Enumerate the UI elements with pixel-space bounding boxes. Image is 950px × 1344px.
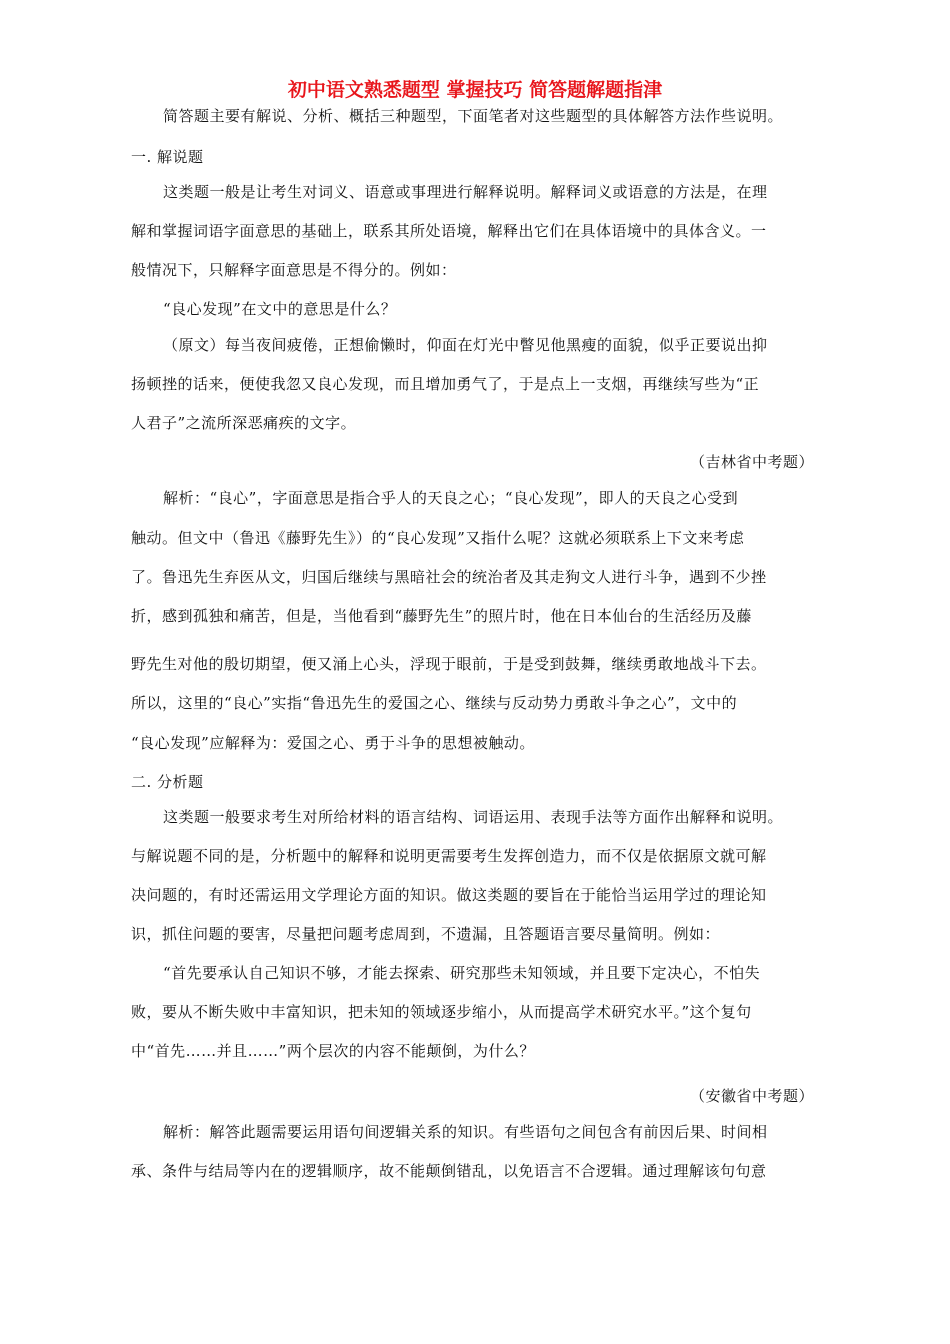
quote-line: （原文）每当夜间疲倦，正想偷懒时，仰面在灯光中瞥见他黑瘦的面貌，似乎正要说出抑 bbox=[163, 336, 768, 354]
analysis-line: 解析：解答此题需要运用语句间逻辑关系的知识。有些语句之间包含有前因后果、时间相 bbox=[163, 1123, 768, 1141]
analysis-line: “良心发现”应解释为：爱国之心、勇于斗争的思想被触动。 bbox=[131, 734, 535, 752]
section-heading-2: 二. 分析题 bbox=[131, 773, 204, 791]
analysis-line: 折，感到孤独和痛苦，但是，当他看到“藤野先生”的照片时，他在日本仙台的生活经历及藤 bbox=[131, 607, 752, 625]
paragraph-line: 与解说题不同的是，分析题中的解释和说明更需要考生发挥创造力，而不仅是依据原文就可解 bbox=[131, 847, 767, 865]
analysis-line: 触动。但文中（鲁迅《藤野先生》）的“良心发现”又指什么呢？这就必须联系上下文来考虑 bbox=[131, 529, 745, 547]
quote-line: “首先要承认自己知识不够，才能去探索、研究那些未知领域，并且要下定决心，不怕失 bbox=[163, 964, 761, 982]
paragraph-line: 这类题一般要求考生对所给材料的语言结构、词语运用、表现手法等方面作出解释和说明。 bbox=[163, 808, 784, 826]
paragraph-line: 解和掌握词语字面意思的基础上，联系其所处语境，解释出它们在具体语境中的具体含义。一 bbox=[131, 222, 767, 240]
paragraph-line: 决问题的，有时还需运用文学理论方面的知识。做这类题的要旨在于能恰当运用学过的理论知 bbox=[131, 886, 767, 904]
analysis-line: 了。鲁迅先生弃医从文，归国后继续与黑暗社会的统治者及其走狗文人进行斗争，遇到不少挫 bbox=[131, 568, 767, 586]
analysis-line: 解析：“良心”，字面意思是指合乎人的天良之心；“良心发现”，即人的天良之心受到 bbox=[163, 489, 739, 507]
analysis-line: 野先生对他的殷切期望，便又涌上心头，浮现于眼前，于是受到鼓舞，继续勇敢地战斗下去。 bbox=[131, 655, 767, 673]
paragraph-line: 这类题一般是让考生对词义、语意或事理进行解释说明。解释词义或语意的方法是，在理 bbox=[163, 183, 768, 201]
quote-line: 扬顿挫的话来，便使我忽又良心发现，而且增加勇气了，于是点上一支烟，再继续写些为“正 bbox=[131, 375, 760, 393]
example-question-line: “良心发现”在文中的意思是什么？ bbox=[163, 300, 397, 318]
paragraph-line: 般情况下，只解释字面意思是不得分的。例如： bbox=[131, 261, 457, 279]
analysis-line: 所以，这里的“良心”实指“鲁迅先生的爱国之心、继续与反动势力勇敢斗争之心”，文中的 bbox=[131, 694, 738, 712]
intro-paragraph-line: 简答题主要有解说、分析、概括三种题型，下面笔者对这些题型的具体解答方法作些说明。 bbox=[163, 107, 784, 125]
quote-line: 中“首先……并且……”两个层次的内容不能颠倒，为什么？ bbox=[131, 1042, 535, 1060]
analysis-line: 承、条件与结局等内在的逻辑顺序，故不能颠倒错乱，以免语言不合逻辑。通过理解该句句意 bbox=[131, 1162, 767, 1180]
source-citation: （安徽省中考题） bbox=[689, 1087, 814, 1105]
paragraph-line: 识，抓住问题的要害，尽量把问题考虑周到，不遗漏，且答题语言要尽量简明。例如： bbox=[131, 925, 721, 943]
section-heading-1: 一. 解说题 bbox=[131, 148, 204, 166]
document-title: 初中语文熟悉题型 掌握技巧 简答题解题指津 bbox=[287, 79, 663, 101]
source-citation: （吉林省中考题） bbox=[689, 453, 814, 471]
quote-line: 败，要从不断失败中丰富知识，把未知的领域逐步缩小，从而提高学术研究水平。”这个复句 bbox=[131, 1003, 752, 1021]
quote-line: 人君子”之流所深恶痛疾的文字。 bbox=[131, 414, 357, 432]
